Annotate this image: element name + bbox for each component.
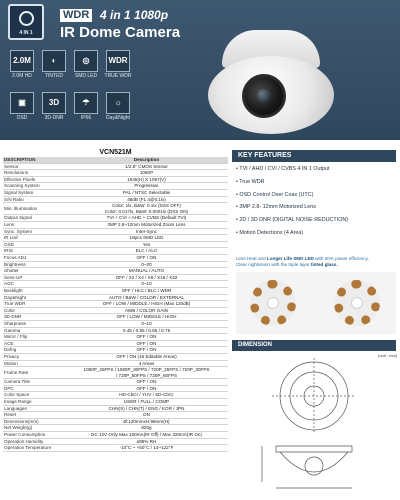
spec-key: Day&Night [3,294,65,301]
top-view-drawing [272,358,356,434]
spec-value: 48dB (F1.4@0.1lx) [65,196,228,203]
spec-row [3,379,228,386]
spec-value: OFF / ON [65,334,228,341]
spec-value: OFF / ON [65,347,228,354]
icon-label: 3D-DNR [44,115,64,121]
logo-ring-icon [19,11,34,26]
product-subtitle: 4 in 1 1080p [100,8,169,22]
spec-key: Brightness [3,261,65,268]
spec-key: IRIS [3,248,65,255]
product-title: IR Dome Camera [60,24,181,41]
spec-value: ON [65,412,228,419]
feature-item: • OSD Control Over Coax (UTC) [236,191,314,198]
spec-key: Gamma [3,327,65,334]
spec-key: Net Weight(g) [3,425,65,432]
spec-row [3,170,228,177]
spec-value: OFF / ON [65,340,228,347]
spec-row [3,392,228,399]
spec-value: OFF / LOW / MIDDLE / HIGH (Max 120dB) [65,301,228,308]
day-night-icon: ☼ [106,92,130,114]
spec-row [3,261,228,268]
spec-row [3,385,228,392]
spec-row [3,353,228,360]
spec-value: ELC / ALC [65,248,228,255]
spec-value: OFF / ON [65,379,228,386]
spec-row [3,334,228,341]
spec-header-value: Description [65,157,228,163]
spec-value: 0~10 [65,320,228,327]
spec-row [3,215,228,222]
spec-key: Resolutions [3,170,65,177]
spec-row [3,287,228,294]
spec-value: PAL / NTSC Selectable [65,190,228,197]
ir-led-description [236,256,396,269]
spec-row [3,307,228,314]
spec-row [3,196,228,203]
spec-row [3,235,228,242]
spec-value: 1945(H) X 1097(V) [65,176,228,183]
spec-value: 4 Areas [65,360,228,367]
spec-value: 0~10 [65,281,228,288]
spec-row [3,163,228,170]
spec-value: 3MP 2.8~12mm Motorized Zoom Lens [65,222,228,229]
spec-value: CHN(S) / CHN(T) / ENG / KOR / JPN [65,405,228,412]
spec-value: Ø:120mmxH:96mm(H) [65,418,228,425]
spec-value: 0~20 [65,261,228,268]
spec-value: DC 12V Only Max 100mA(IR Off) / Max 320mA(IR On) [65,432,228,439]
spec-key: Mirror / Flip [3,334,65,341]
ir-led-panel [236,272,396,334]
spec-key: 3D-DNR [3,314,65,321]
spec-value: 18pcs SMD LED [65,235,228,242]
feature-item: • True WDR [236,178,265,185]
true-wdr-icon: WDR [106,50,130,72]
spec-row [3,222,228,229]
spec-row [3,314,228,321]
spec-key: Languages [3,405,65,412]
spec-key: Frame Rate [3,367,65,379]
spec-row [3,281,228,288]
spec-value: HD-CbCr / YUV / SD-CbCr [65,392,228,399]
feature-icon-cell [40,92,68,126]
osd-icon: ▣ [10,92,34,114]
feature-icon-cell [8,92,36,126]
dome-camera-image [196,30,346,135]
spec-key: S/N Ratio [3,196,65,203]
spec-key: ACE [3,340,65,347]
feature-item: • 3MP 2.8- 12mm Motorized Lens [236,204,316,211]
spec-key: Output Signal [3,215,65,222]
spec-value: OFF / ON (16 Editable Areas) [65,353,228,360]
spec-row [3,347,228,354]
feature-icon-cell [72,92,100,126]
spec-key: Focus ADJ [3,255,65,262]
spec-row [3,228,228,235]
spec-value: 1080P [65,170,228,177]
icon-label: SMD LED [74,73,98,79]
spec-key: Effective Pixels [3,176,65,183]
spec-row [3,360,228,367]
dimension-drawing [232,358,396,498]
icon-label: OSD [16,115,28,121]
spec-table-body [3,157,228,451]
spec-value: 1080P_25FPS / 1080P_30FPS / 720P_25FPS / 720P_30FPS / 720P_50FPS / 720P_60FPS [65,367,228,379]
icon-label: IP66 [80,115,92,121]
spec-value: Yes [65,241,228,248]
spec-key: Image Range [3,399,65,406]
feature-icon-cell [72,50,100,84]
spec-value: ≤95% RH [65,438,228,445]
side-view-drawing [262,446,352,488]
ir-line1-pre: Less Heat and [236,256,267,261]
spec-key: Sensor [3,163,65,170]
smd-led-ring-icon [250,280,296,326]
spec-table [3,157,228,452]
spec-row [3,301,228,308]
spec-key: Color Space [3,392,65,399]
spec-key: Power Consumption [3,432,65,439]
spec-row [3,445,228,452]
key-features-list [236,166,396,243]
spec-row [3,418,228,425]
spec-key: True WDR [3,301,65,308]
spec-value: Color: 1lx, B&W: 0.1lx (DSS OFF) Color: 0.017lx, B&W: 0.0001lx (DSS ON) [65,203,228,215]
spec-row [3,268,228,275]
led-ring-center [267,297,279,309]
spec-key: IR Led [3,235,65,242]
spec-row [3,425,228,432]
spec-key: DPC [3,385,65,392]
spec-row [3,274,228,281]
spec-row [3,412,228,419]
spec-key: Operation Temperature [3,445,65,452]
spec-key: Signal System [3,190,65,197]
spec-row [3,183,228,190]
feature-item: • TVI / AHD / CVI / CVBS 4 IN 1 Output [236,166,330,172]
spec-row [3,405,228,412]
spec-key: Min. Illumination [3,203,65,215]
key-features-header: KEY FEATURES [232,150,396,162]
tinted-icon: ◐ [42,50,66,72]
icon-label: 2.0M HD [12,73,32,79]
ir-line2-em: tinted glass. [310,262,338,268]
3d-dnr-icon: 3D [42,92,66,114]
feature-item: • 2D / 3D DNR (DIGITAL NOISE REDUCTION) [236,217,349,224]
spec-row [3,432,228,439]
feature-icon-cell [8,50,36,84]
spec-row [3,399,228,406]
spec-key: Motion [3,360,65,367]
feature-icon-cell [104,92,132,126]
spec-key: Defog [3,347,65,354]
icon-label: Day&Night [106,115,130,121]
spec-value: TVI + CVI + AHD + CVBS (Default TVI) [65,215,228,222]
spec-row [3,241,228,248]
smd-led-ring-icon [334,280,380,326]
feature-icon-cell [40,50,68,84]
spec-key: Sharpness [3,320,65,327]
feature-item: • Motion Detections (4 Area) [236,229,304,236]
spec-value: Progressive [65,183,228,190]
spec-key: Privacy [3,353,65,360]
dimension-header: DIMENSION [232,340,396,351]
spec-key: Lens [3,222,65,229]
ip66-icon: ☂ [74,92,98,114]
spec-row [3,255,228,262]
spec-value: 1/2.8" CMOS Sensor [65,163,228,170]
spec-row [3,294,228,301]
spec-value: OFF / HLC / BLC / WDR [65,287,228,294]
spec-row [3,203,228,215]
product-banner [0,0,400,140]
spec-key: Operation Humidity [3,438,65,445]
spec-key: Sync. System [3,228,65,235]
spec-value: 0.45 / 0.55 / 0.65 / 0.75 [65,327,228,334]
spec-row [3,190,228,197]
spec-key: AGC [3,281,65,288]
spec-key: Color [3,307,65,314]
spec-row [3,248,228,255]
spec-header-key: DESCRIPTION [3,157,65,163]
spec-row [3,320,228,327]
ir-line1-em: Longer Life SMD LED [266,256,314,261]
spec-value: AUTO / B&W / COLOR / EXTERNAL [65,294,228,301]
spec-value: OFF / ON [65,255,228,262]
spec-row [3,327,228,334]
ir-line1-post: with 20% power efficiency. [313,256,369,261]
led-ring-center [351,297,363,309]
spec-value: -10°C ~ +50°C / 14~122°F [65,445,228,452]
spec-key: Shutter [3,268,65,275]
spec-value: 820g [65,425,228,432]
spec-value: OFF / X2 / X4 / X8 / X16 / X32 [65,274,228,281]
spec-value: AWB / COLOR GAIN [65,307,228,314]
feature-icon-cell [104,50,132,84]
camera-lens [242,74,286,118]
dimension-unit: (unit : mm) [378,353,398,358]
wdr-badge: WDR [60,9,92,22]
spec-value: USER / FULL / COMP [65,399,228,406]
spec-key: Sens-UP [3,274,65,281]
spec-row [3,176,228,183]
icon-label: TRUE WDR [104,73,132,79]
2mp-hd-icon: 2.0M [10,50,34,72]
icon-label: TINTED [44,73,64,79]
spec-row [3,340,228,347]
spec-value: OFF / LOW / MIDDLE / HIGH [65,314,228,321]
brand-logo [8,4,44,40]
model-number: VCN521M [99,149,132,156]
spec-row [3,367,228,379]
ir-line2-pre: Clear nightvision with the triple layer [236,262,311,268]
spec-key: Camera Title [3,379,65,386]
spec-key: OSD [3,241,65,248]
smd-led-icon: ◎ [74,50,98,72]
spec-row [3,438,228,445]
spec-key: Backlight [3,287,65,294]
spec-key: Scanning System [3,183,65,190]
spec-value: OFF / ON [65,385,228,392]
logo-text: 4 IN 1 [19,30,33,36]
spec-key: Dimensions(mm) [3,418,65,425]
spec-value: MANUAL / AUTO [65,268,228,275]
spec-value: Inter-Sync [65,228,228,235]
spec-key: Reset [3,412,65,419]
